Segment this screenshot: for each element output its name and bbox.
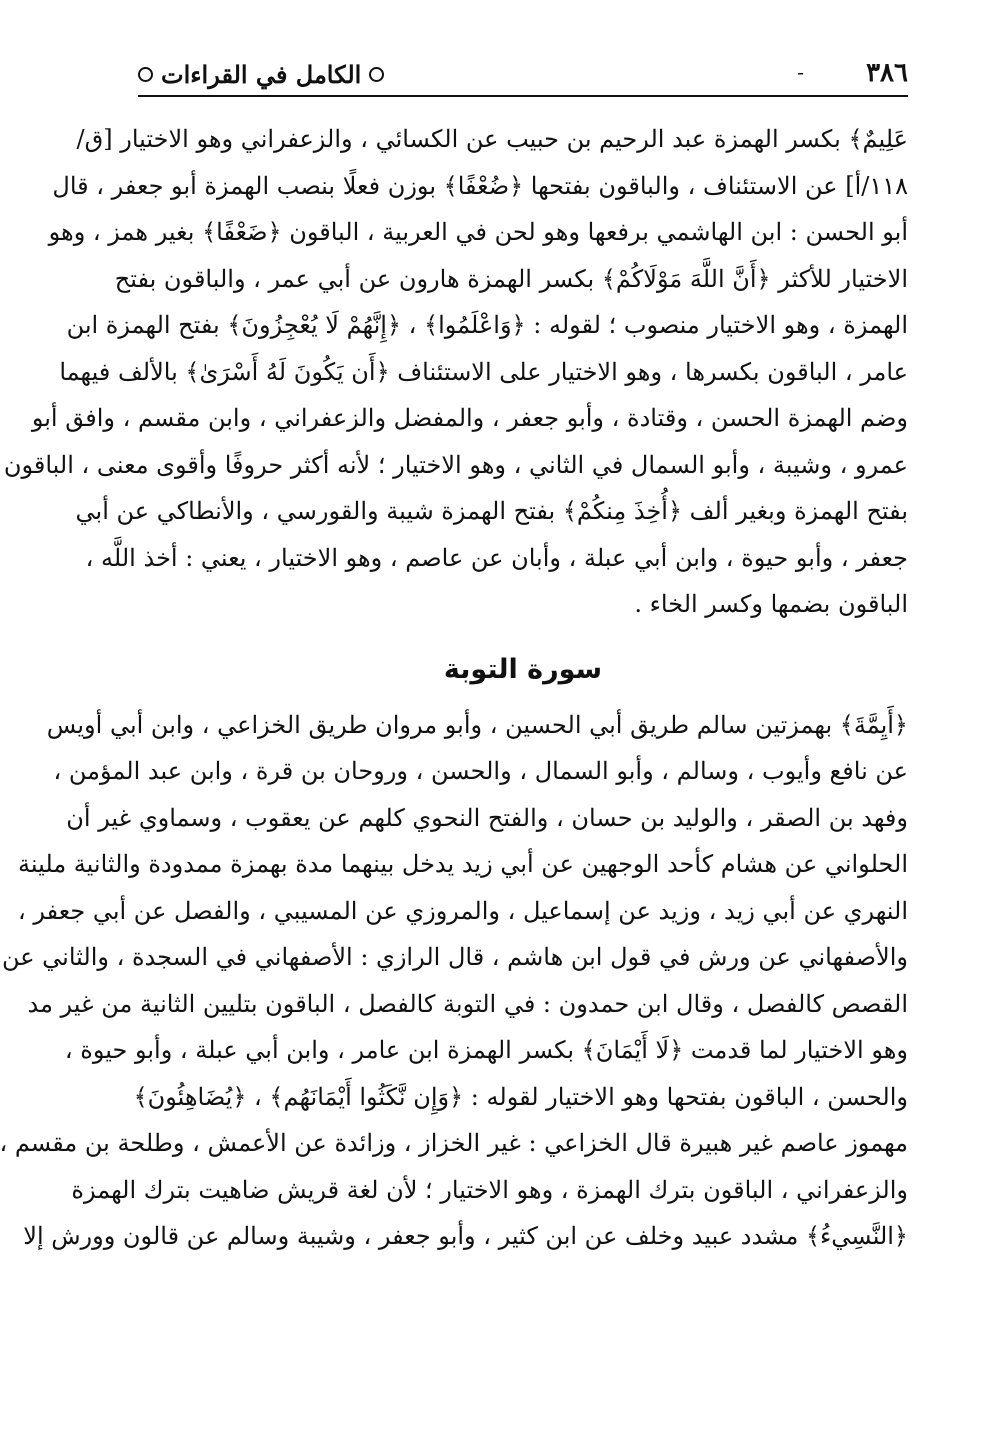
text-line: عن نافع وأيوب ، وسالم ، وأبو السمال ، والحسن ، وروحان بن قرة ، وابن عبد المؤمن ، <box>53 757 908 785</box>
text-line: النهري عن أبي زيد ، وزيد عن إسماعيل ، والمروزي عن المسيبي ، والفصل عن أبي جعفر ، <box>18 896 908 925</box>
text-line: عَلِيمٌ﴾ بكسر الهمزة عبد الرحيم بن حبيب عن الكسائي ، والزعفراني وهو الاختيار [ق/ <box>76 125 908 153</box>
text-line: والحسن ، الباقون بفتحها وهو الاختيار لقوله : ﴿وَإِن نَّكَثُوا أَيْمَانَهُم﴾ ، ﴿يُضَاهِئُونَ﴾ <box>133 1082 908 1111</box>
text-line: الهمزة ، وهو الاختيار منصوب ؛ لقوله : ﴿وَاعْلَمُوا﴾ ، ﴿إِنَّهُمْ لَا يُعْجِزُونَ﴾ بفتح الهمزة ابن <box>66 311 908 339</box>
text-line: مهموز عاصم غير هبيرة قال الخزاعي : غير الخزاز ، وزائدة عن الأعمش ، وطلحة بن مقسم ، <box>0 1129 908 1157</box>
text-line: الحلواني عن هشام كأحد الوجهين عن أبي زيد يدخل بينهما مدة بهمزة ممدودة والثانية ملينة <box>18 850 908 878</box>
section-heading: سورة التوبة <box>443 653 603 685</box>
text-line: بفتح الهمزة وبغير ألف ﴿أُخِذَ مِنكُمْ﴾ بفتح الهمزة شيبة والقورسي ، والأنطاكي عن أبي <box>75 497 908 525</box>
text-line: وفهد بن الصقر ، والوليد بن حسان ، والفتح النحوي كلهم عن يعقوب ، وسماوي غير أن <box>66 803 908 832</box>
text-line: ﴿النَّسِيءُ﴾ مشدد عبيد وخلف عن ابن كثير ، وأبو جعفر ، وشيبة وسالم عن قالون وورش إلا <box>23 1222 908 1250</box>
text-line: الاختيار للأكثر ﴿أَنَّ اللَّهَ مَوْلَاكُمْ﴾ بكسر الهمزة هارون عن أبي عمر ، والباقون بفتح <box>114 264 908 293</box>
text-line: وهو الاختيار لما قدمت ﴿لَا أَيْمَانَ﴾ بكسر الهمزة ابن عامر ، وابن أبي عبلة ، وأبو حيوة ، <box>64 1036 908 1064</box>
circle-ornament-icon <box>369 67 384 82</box>
text-line: جعفر ، وأبو حيوة ، وابن أبي عبلة ، وأبان عن عاصم ، وهو الاختيار ، يعني : أخذ اللَّه ، <box>85 543 908 572</box>
text-line: وضم الهمزة الحسن ، وقتادة ، وأبو جعفر ، والمفضل والزعفراني ، وابن مقسم ، وافق أبو <box>31 404 908 432</box>
running-title <box>138 60 384 89</box>
text-line: عمرو ، وشيبة ، وأبو السمال في الثاني ، وهو الاختيار ؛ لأنه أكثر حروفًا وأقوى معنى ، الباقون <box>3 450 908 479</box>
text-line: الباقون بضمها وكسر الخاء . <box>634 590 908 618</box>
text-line: والزعفراني ، الباقون بترك الهمزة ، وهو الاختيار ؛ لأن لغة قريش ضاهيت بترك الهمزة <box>71 1175 908 1204</box>
text-line: عامر ، الباقون بكسرها ، وهو الاختيار على الاستئناف ﴿أَن يَكُونَ لَهُ أَسْرَىٰ﴾ بالألف فيهما <box>59 357 908 386</box>
text-line: القصص كالفصل ، وقال ابن حمدون : في التوبة كالفصل ، الباقون بتليين الثانية من غير مد <box>27 989 908 1018</box>
text-line: ١١٨/أ] عن الاستئناف ، والباقون بفتحها ﴿ضُعْفًا﴾ بوزن فعلًا بنصب الهمزة أبو جعفر ، قال <box>52 171 908 200</box>
text-line: والأصفهاني عن ورش في قول ابن هاشم ، قال الرازي : الأصفهاني في السجدة ، والثاني عن <box>1 943 908 971</box>
text-line: ﴿أَيِمَّةَ﴾ بهمزتين سالم طريق أبي الحسين ، وأبو مروان طريق الخزاعي ، وابن أبي أويس <box>46 710 908 739</box>
header-rule <box>138 95 908 97</box>
page-header <box>138 52 908 94</box>
text-line: أبو الحسن : ابن الهاشمي برفعها وهو لحن في العربية ، الباقون ﴿ضَعْفًا﴾ بغير همز ، وهو <box>48 218 908 246</box>
body-text <box>0 116 908 1260</box>
page-number-dash: - <box>797 60 804 84</box>
circle-ornament-icon <box>138 67 153 82</box>
page-number: ٣٨٦ <box>866 58 908 88</box>
running-title-text: الكامل في القراءات <box>161 60 362 89</box>
